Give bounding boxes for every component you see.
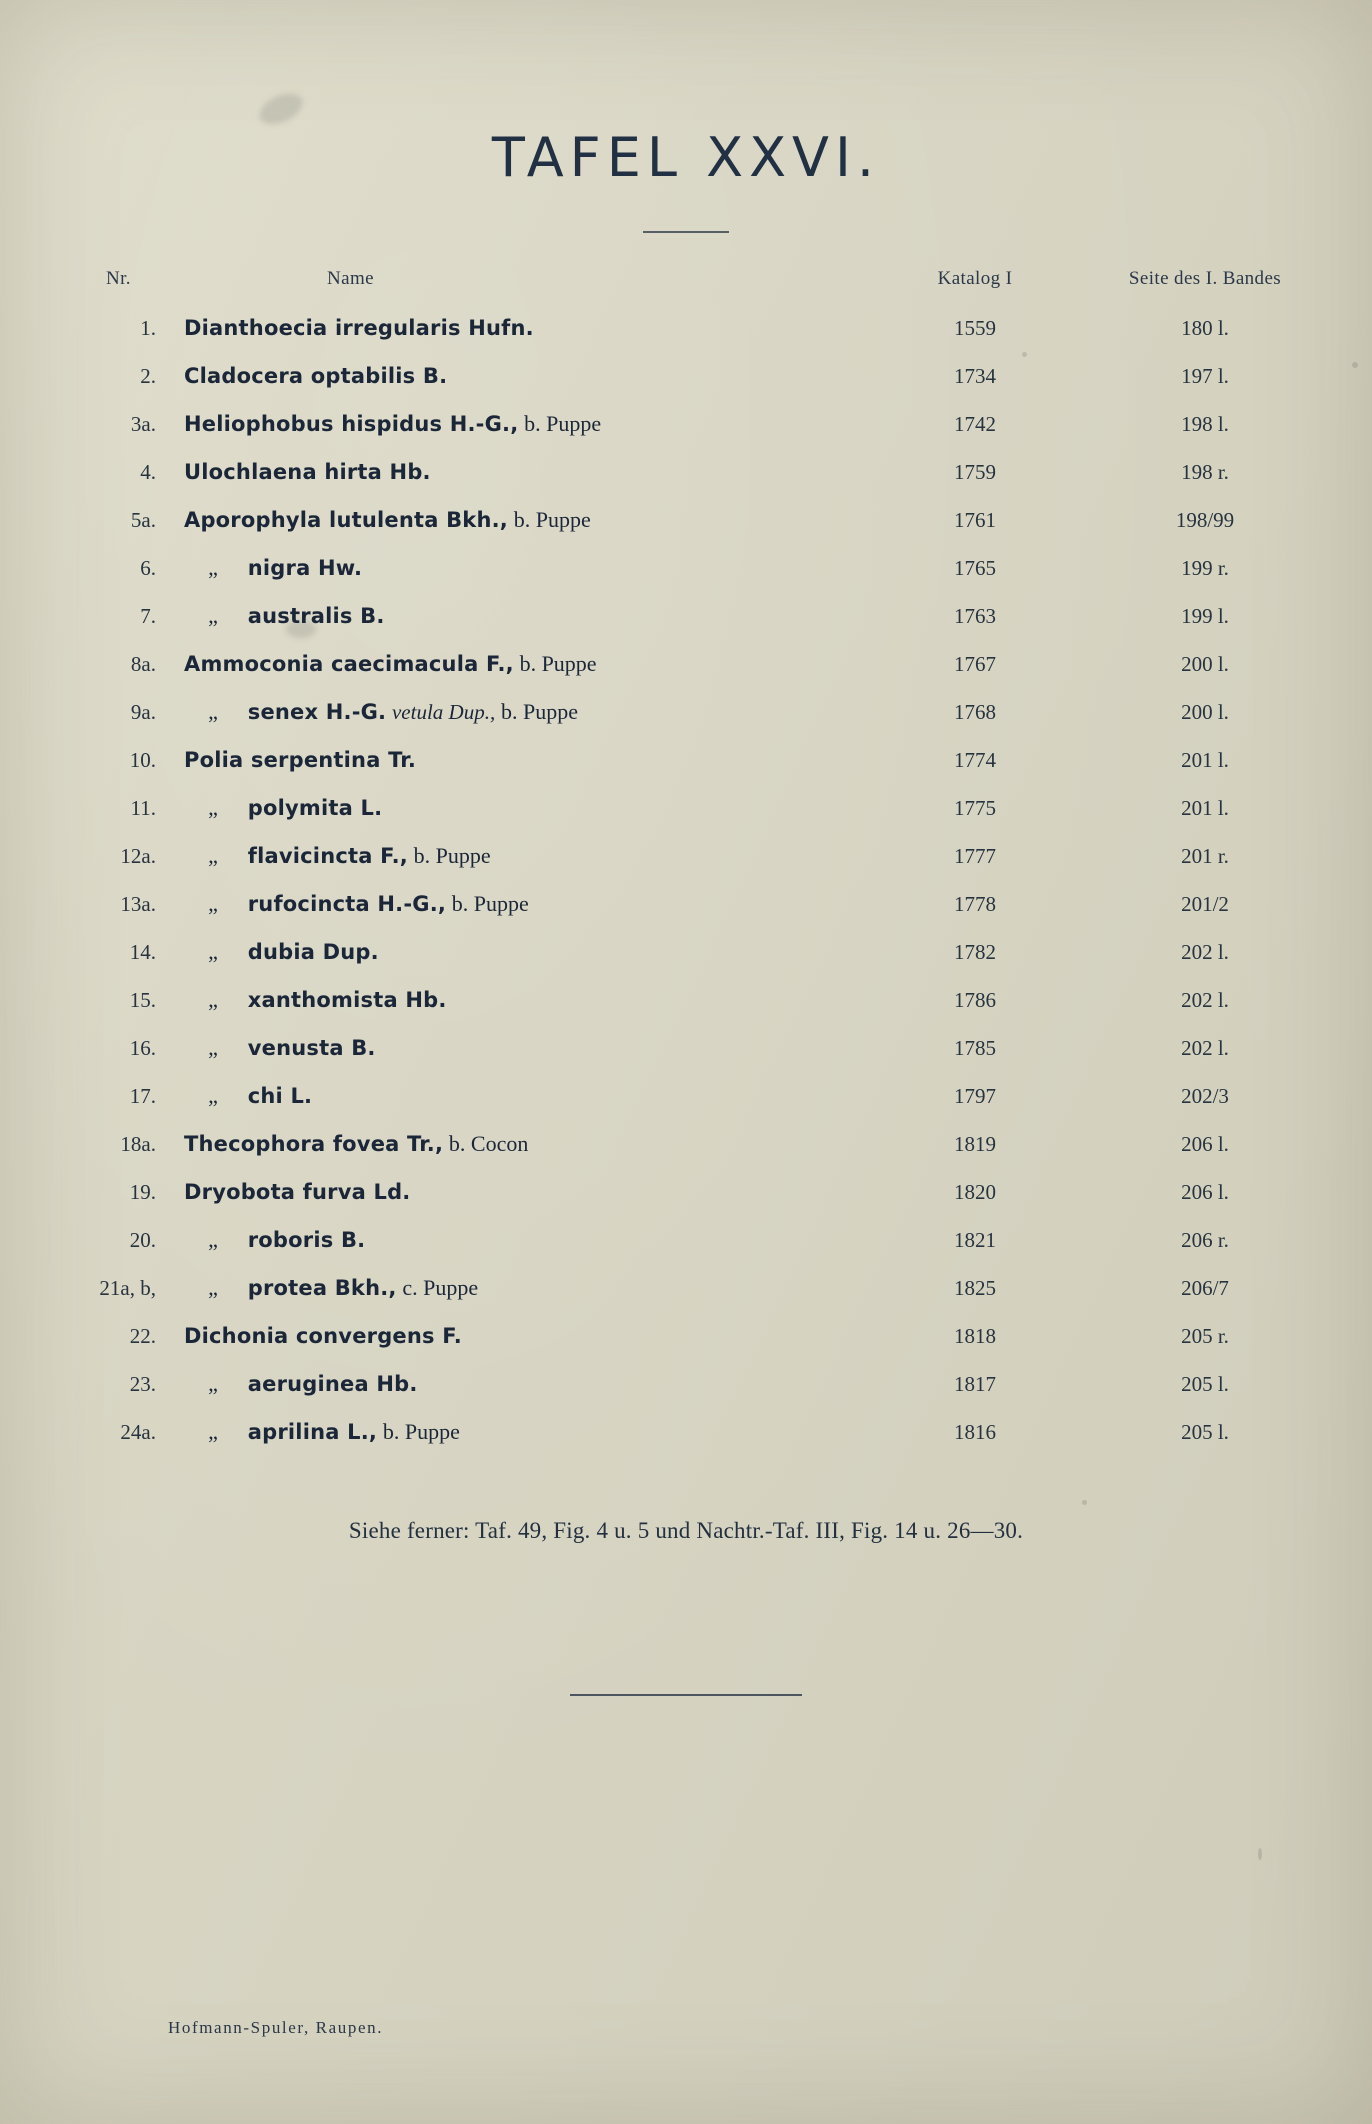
stage-note: c. Puppe: [402, 1275, 479, 1300]
row-name: [170, 880, 860, 928]
ditto-mark: „: [208, 891, 218, 916]
seite-reference: 205 l.: [1181, 1420, 1229, 1444]
ditto-mark: „: [208, 939, 218, 964]
ditto-mark: „: [208, 1227, 218, 1252]
row-number: 24a.: [120, 1420, 156, 1444]
katalog-number: 1782: [954, 940, 996, 964]
row-number: 2.: [140, 364, 156, 388]
table-row: [96, 400, 1320, 448]
stage-note: b. Puppe: [382, 1419, 460, 1444]
row-name: [170, 1312, 860, 1360]
ditto-mark: „: [208, 1035, 218, 1060]
katalog-number: 1559: [954, 316, 996, 340]
species-name: Dryobota furva Ld.: [184, 1180, 411, 1204]
stage-note: b. Puppe: [524, 411, 602, 436]
species-name: chi L.: [247, 1084, 313, 1108]
table-row: [96, 1312, 1320, 1360]
ditto-mark: „: [208, 843, 218, 868]
row-number: 11.: [130, 796, 156, 820]
species-name: aeruginea Hb.: [247, 1372, 418, 1396]
table-row: [96, 928, 1320, 976]
table-row: [96, 1072, 1320, 1120]
table-row: [96, 448, 1320, 496]
row-number: 8a.: [130, 652, 156, 676]
ditto-mark: „: [208, 555, 218, 580]
row-number: 5a.: [130, 508, 156, 532]
seite-reference: 202 l.: [1181, 940, 1229, 964]
row-number: 15.: [129, 988, 156, 1012]
species-name: aprilina L.,: [247, 1420, 378, 1444]
species-name: Aporophyla lutulenta Bkh.,: [184, 508, 508, 532]
row-number: 20.: [129, 1228, 156, 1252]
katalog-number: 1797: [954, 1084, 996, 1108]
row-name: [170, 400, 860, 448]
colophon: Hofmann-Spuler, Raupen.: [168, 2018, 384, 2037]
seite-reference: 201 l.: [1181, 796, 1229, 820]
stage-note: b. Puppe: [519, 651, 597, 676]
species-name: Ulochlaena hirta Hb.: [184, 460, 431, 484]
row-number: 16.: [129, 1036, 156, 1060]
column-header-katalog: Katalog I: [937, 268, 1013, 289]
row-number: 17.: [129, 1084, 156, 1108]
ditto-mark: „: [208, 795, 218, 820]
species-name: protea Bkh.,: [247, 1276, 397, 1300]
table-header: [96, 267, 1320, 304]
katalog-number: 1819: [954, 1132, 996, 1156]
species-name: roboris B.: [247, 1228, 366, 1252]
table-row: [96, 1360, 1320, 1408]
row-name: [170, 592, 860, 640]
page-title: TAFEL XXVI.: [491, 126, 881, 189]
seite-reference: 205 l.: [1181, 1372, 1229, 1396]
table-row: [96, 592, 1320, 640]
species-name: australis B.: [247, 604, 385, 628]
stage-note: b. Puppe: [513, 507, 591, 532]
katalog-number: 1734: [954, 364, 996, 388]
seite-reference: 206 l.: [1181, 1132, 1229, 1156]
seite-reference: 198 l.: [1181, 412, 1229, 436]
seite-reference: 205 r.: [1181, 1324, 1229, 1348]
row-name: [170, 1408, 860, 1456]
table-row: [96, 688, 1320, 736]
row-name: [170, 688, 860, 736]
row-name: [170, 544, 860, 592]
row-number: 3a.: [130, 412, 156, 436]
species-name: venusta B.: [247, 1036, 376, 1060]
seite-reference: 199 l.: [1181, 604, 1229, 628]
table-body: [96, 304, 1320, 1456]
katalog-number: 1765: [954, 556, 996, 580]
row-number: 13a.: [120, 892, 156, 916]
ditto-mark: „: [208, 1275, 218, 1300]
row-number: 4.: [140, 460, 156, 484]
seite-reference: 206 r.: [1181, 1228, 1229, 1252]
row-name: [170, 1120, 860, 1168]
row-name: [170, 1168, 860, 1216]
table-row: [96, 1168, 1320, 1216]
plate-speck: [1258, 1848, 1262, 1860]
seite-reference: 197 l.: [1181, 364, 1229, 388]
species-name: Dichonia convergens F.: [184, 1324, 462, 1348]
row-name: [170, 976, 860, 1024]
row-name: [170, 1072, 860, 1120]
table-header-row: [96, 267, 1320, 304]
table-row: [96, 1216, 1320, 1264]
katalog-number: 1775: [954, 796, 996, 820]
row-number: 1.: [140, 316, 156, 340]
species-name: flavicincta F.,: [247, 844, 408, 868]
species-name: Ammoconia caecimacula F.,: [184, 652, 514, 676]
seite-reference: 199 r.: [1181, 556, 1229, 580]
table-row: [96, 1024, 1320, 1072]
seite-reference: 206/7: [1181, 1276, 1229, 1300]
seite-reference: 206 l.: [1181, 1180, 1229, 1204]
seite-reference: 202/3: [1181, 1084, 1229, 1108]
katalog-number: 1825: [954, 1276, 996, 1300]
katalog-number: 1759: [954, 460, 996, 484]
row-name: [170, 496, 860, 544]
table-row: [96, 832, 1320, 880]
row-name: [170, 832, 860, 880]
seite-reference: 202 l.: [1181, 988, 1229, 1012]
stage-note: b. Puppe: [451, 891, 529, 916]
species-name: Thecophora fovea Tr.,: [184, 1132, 444, 1156]
katalog-number: 1821: [954, 1228, 996, 1252]
row-name: [170, 304, 860, 352]
species-name: Dianthoecia irregularis Hufn.: [184, 316, 534, 340]
table-row: [96, 784, 1320, 832]
table-row: [96, 352, 1320, 400]
row-number: 14.: [129, 940, 156, 964]
table-row: [96, 880, 1320, 928]
synonym-name: vetula Dup.,: [391, 700, 496, 724]
species-name: rufocincta H.-G.,: [247, 892, 447, 916]
row-name: [170, 448, 860, 496]
seite-reference: 201 r.: [1181, 844, 1229, 868]
katalog-number: 1777: [954, 844, 996, 868]
row-name: [170, 1264, 860, 1312]
seite-reference: 202 l.: [1181, 1036, 1229, 1060]
row-number: 23.: [129, 1372, 156, 1396]
species-name: senex H.-G.: [247, 700, 387, 724]
katalog-number: 1763: [954, 604, 996, 628]
katalog-number: 1742: [954, 412, 996, 436]
column-header-seite: Seite des I. Bandes: [1128, 268, 1282, 289]
see-also-note: Siehe ferner: Taf. 49, Fig. 4 u. 5 und Nachtr.-Taf. III, Fig. 14 u. 26—30.: [348, 1518, 1024, 1543]
row-number: 22.: [129, 1324, 156, 1348]
species-name: Cladocera optabilis B.: [184, 364, 448, 388]
ditto-mark: „: [208, 1419, 218, 1444]
seite-reference: 198 r.: [1181, 460, 1229, 484]
row-number: 19.: [129, 1180, 156, 1204]
title-divider: [643, 231, 729, 233]
stage-note: b. Puppe: [413, 843, 491, 868]
ditto-mark: „: [208, 1371, 218, 1396]
row-number: 10.: [129, 748, 156, 772]
row-number: 18a.: [120, 1132, 156, 1156]
seite-reference: 201 l.: [1181, 748, 1229, 772]
table-row: [96, 976, 1320, 1024]
row-name: [170, 736, 860, 784]
seite-reference: 200 l.: [1181, 652, 1229, 676]
row-name: [170, 784, 860, 832]
katalog-number: 1816: [954, 1420, 996, 1444]
plate-listing-table: [96, 267, 1320, 1456]
table-row: [96, 1408, 1320, 1456]
species-name: Polia serpentina Tr.: [184, 748, 417, 772]
row-number: 9a.: [130, 700, 156, 724]
table-row: [96, 304, 1320, 352]
katalog-number: 1820: [954, 1180, 996, 1204]
stage-note: b. Cocon: [448, 1131, 529, 1156]
table-row: [96, 1264, 1320, 1312]
katalog-number: 1761: [954, 508, 996, 532]
row-name: [170, 1360, 860, 1408]
row-name: [170, 352, 860, 400]
katalog-number: 1817: [954, 1372, 996, 1396]
seite-reference: 201/2: [1181, 892, 1229, 916]
species-name: polymita L.: [247, 796, 383, 820]
row-number: 12a.: [120, 844, 156, 868]
stage-note: b. Puppe: [500, 699, 578, 724]
katalog-number: 1785: [954, 1036, 996, 1060]
katalog-number: 1768: [954, 700, 996, 724]
katalog-number: 1786: [954, 988, 996, 1012]
ditto-mark: „: [208, 699, 218, 724]
row-name: [170, 640, 860, 688]
species-name: nigra Hw.: [247, 556, 363, 580]
row-name: [170, 1216, 860, 1264]
row-name: [170, 1024, 860, 1072]
species-name: xanthomista Hb.: [247, 988, 447, 1012]
table-row: [96, 496, 1320, 544]
species-name: Heliophobus hispidus H.-G.,: [184, 412, 519, 436]
row-name: [170, 928, 860, 976]
ditto-mark: „: [208, 987, 218, 1012]
ditto-mark: „: [208, 603, 218, 628]
katalog-number: 1767: [954, 652, 996, 676]
row-number: 21a, b,: [99, 1276, 156, 1300]
species-name: dubia Dup.: [247, 940, 379, 964]
katalog-number: 1778: [954, 892, 996, 916]
column-header-nr: Nr.: [106, 268, 131, 289]
table-row: [96, 736, 1320, 784]
ditto-mark: „: [208, 1083, 218, 1108]
plate-listing-wrap: [0, 267, 1372, 1456]
column-header-name: Name: [327, 268, 374, 289]
row-number: 7.: [140, 604, 156, 628]
table-row: [96, 544, 1320, 592]
table-row: [96, 1120, 1320, 1168]
katalog-number: 1818: [954, 1324, 996, 1348]
row-number: 6.: [140, 556, 156, 580]
bottom-divider: [570, 1694, 802, 1696]
katalog-number: 1774: [954, 748, 996, 772]
table-row: [96, 640, 1320, 688]
seite-reference: 200 l.: [1181, 700, 1229, 724]
seite-reference: 180 l.: [1181, 316, 1229, 340]
seite-reference: 198/99: [1175, 508, 1235, 532]
